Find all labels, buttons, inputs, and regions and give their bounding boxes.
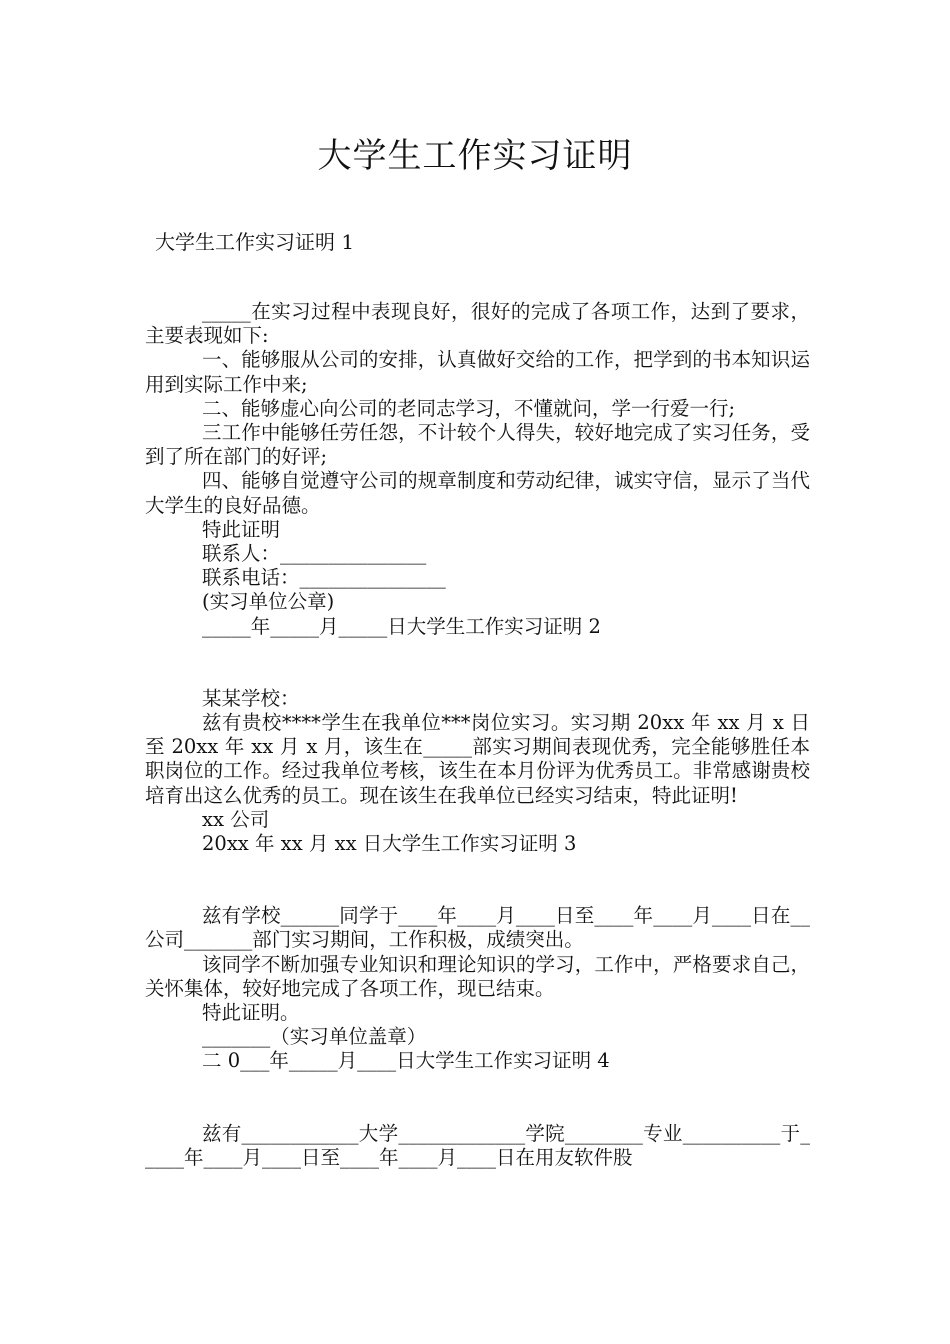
paragraph: 兹有____________大学_____________学院________专业__________于_____年____月____日至____年____月____日在用友软件股 — [145, 1121, 810, 1169]
paragraph: 特此证明。 — [202, 1001, 300, 1025]
paragraph: 该同学不断加强专业知识和理论知识的学习，工作中，严格要求自己，关怀集体，较好地完成了各项工作，现已结束。 — [145, 952, 810, 1000]
document-body — [145, 300, 810, 1170]
paragraph: _____在实习过程中表现良好，很好的完成了各项工作，达到了要求，主要表现如下: — [145, 300, 810, 348]
company-line: xx 公司 — [202, 807, 270, 831]
paragraph: 四、能够自觉遵守公司的规章制度和劳动纪律，诚实守信，显示了当代大学生的良好品德。 — [145, 469, 810, 517]
contact-person-line: 联系人：_______________ — [202, 542, 427, 566]
contact-phone-line: 联系电话：_______________ — [202, 566, 446, 590]
salutation: 某某学校： — [202, 686, 300, 710]
paragraph: 一、能够服从公司的安排，认真做好交给的工作，把学到的书本知识运用到实际工作中来; — [145, 348, 810, 396]
section-heading-1: 大学生工作实习证明 1 — [155, 230, 355, 254]
date-line: _____年_____月_____日大学生工作实习证明 2 — [202, 614, 601, 638]
seal-line: _______（实习单位盖章） — [202, 1025, 427, 1049]
paragraph: 三工作中能够任劳任怨，不计较个人得失，较好地完成了实习任务，受到了所在部门的好评; — [145, 421, 810, 469]
paragraph: 兹有贵校****学生在我单位***岗位实习。实习期 20xx 年 xx 月 x 日至 20xx 年 xx 月 x 月，该生在_____部实习期间表现优秀，完全能够胜任本职岗位的工作。经过我单位考核，该生在本月份评为优秀员工。非常感谢贵校培育出这么优秀的员工。现在该生在我单位已经实习结束，特此证明! — [145, 711, 810, 807]
date-line: 20xx 年 xx 月 xx 日大学生工作实习证明 3 — [202, 832, 577, 856]
date-line: 二 0___年_____月____日大学生工作实习证明 4 — [202, 1049, 610, 1073]
seal-line: (实习单位公章) — [202, 590, 335, 614]
document-title: 大学生工作实习证明 — [317, 136, 633, 176]
paragraph: 兹有学校______同学于____年____月____日至____年____月____日在__公司_______部门实习期间，工作积极，成绩突出。 — [145, 904, 810, 952]
paragraph: 二、能够虚心向公司的老同志学习，不懂就问，学一行爱一行; — [202, 396, 736, 420]
paragraph: 特此证明 — [202, 517, 281, 541]
